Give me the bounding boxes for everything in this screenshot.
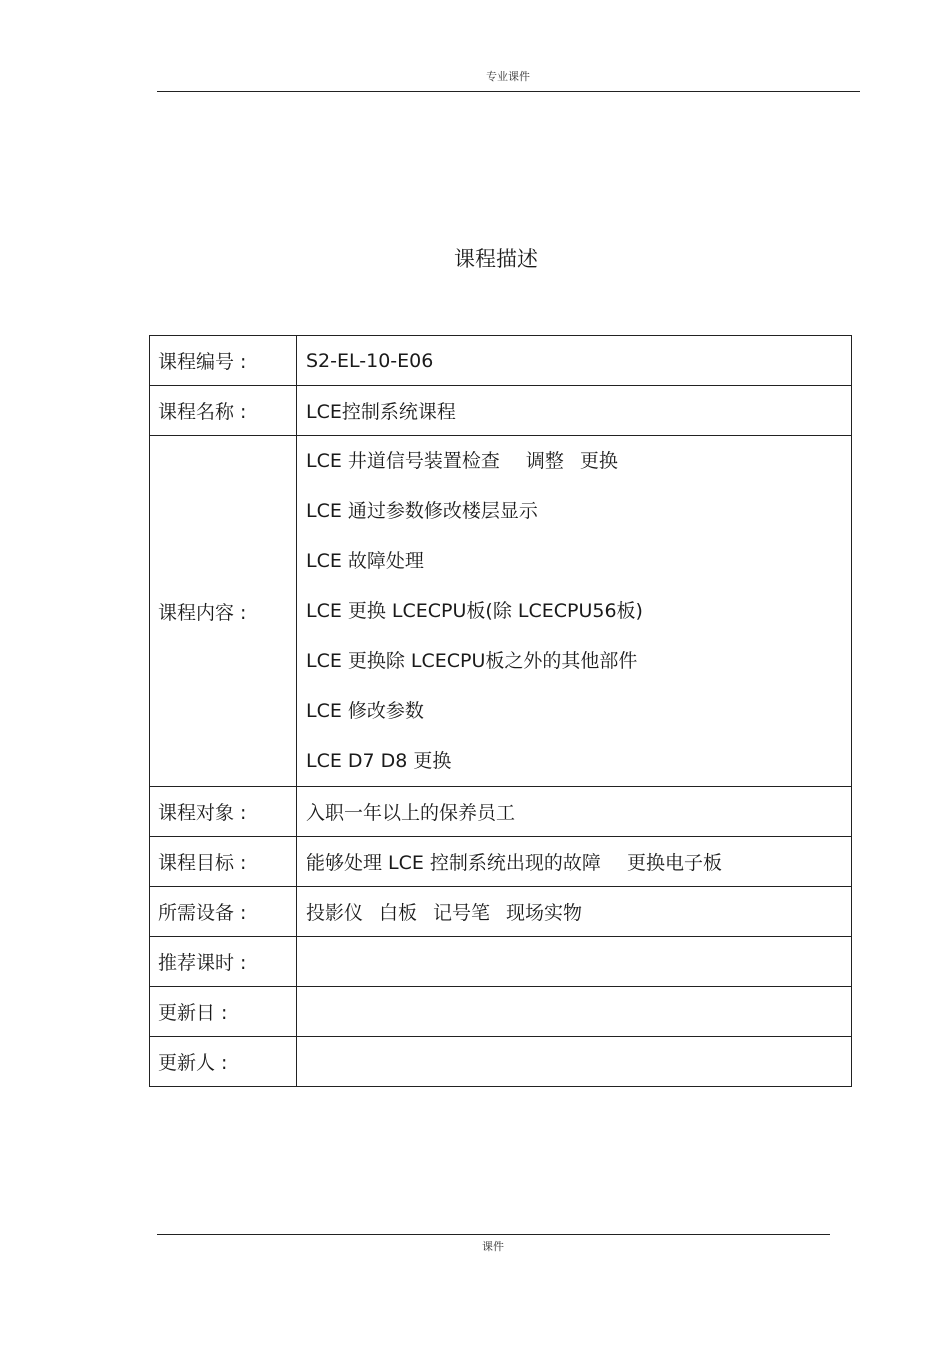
table-row-updated-by [150, 1037, 852, 1087]
table-row-audience [150, 787, 852, 837]
goal-text: 更换电子板 [626, 852, 722, 874]
audience-label: 课程对象 : [150, 787, 297, 837]
audience-value: 入职一年以上的保养员工 [297, 787, 852, 837]
table-row-course-content [150, 436, 852, 787]
table-row-course-name [150, 386, 852, 436]
table-row-hours [150, 937, 852, 987]
updated-by-label: 更新人 : [150, 1037, 297, 1087]
updated-date-label: 更新日 : [150, 987, 297, 1037]
course-description-table [149, 335, 852, 1087]
course-name-value: LCE控制系统课程 [297, 386, 852, 436]
updated-by-value [297, 1037, 852, 1087]
course-content-cell [297, 436, 852, 787]
course-code-value: S2-EL-10-E06 [297, 336, 852, 386]
content-text: 调整 [525, 450, 564, 472]
footer-divider [157, 1234, 830, 1235]
content-line: LCE 修改参数 [306, 700, 424, 722]
page-footer: 课件 [482, 1240, 504, 1253]
course-name-label: 课程名称 : [150, 386, 297, 436]
content-line: LCE 更换 LCECPU板(除 LCECPU56板) [306, 600, 643, 622]
content-line [306, 436, 842, 486]
goal-value [297, 837, 852, 887]
document-title: 课程描述 [454, 247, 538, 271]
page-header: 专业课件 [486, 70, 530, 83]
table-row-updated-date [150, 987, 852, 1037]
content-line: LCE 故障处理 [306, 550, 424, 572]
updated-date-value [297, 987, 852, 1037]
equipment-item: 记号笔 [433, 902, 491, 924]
content-text: LCE 井道信号装置检查 [306, 450, 500, 472]
equipment-item: 现场实物 [506, 902, 583, 924]
goal-text: 能够处理 LCE 控制系统出现的故障 [306, 852, 601, 874]
table-row-goal [150, 837, 852, 887]
content-line: LCE D7 D8 更换 [306, 750, 452, 772]
table-row-equipment [150, 887, 852, 937]
table-row-course-code [150, 336, 852, 386]
course-content-label: 课程内容 : [150, 436, 297, 787]
course-code-label: 课程编号 : [150, 336, 297, 386]
hours-value [297, 937, 852, 987]
hours-label: 推荐课时 : [150, 937, 297, 987]
equipment-item: 白板 [379, 902, 418, 924]
content-text: 更换 [579, 450, 618, 472]
equipment-value [297, 887, 852, 937]
goal-label: 课程目标 : [150, 837, 297, 887]
header-divider [157, 91, 860, 92]
equipment-label: 所需设备 : [150, 887, 297, 937]
content-line: LCE 更换除 LCECPU板之外的其他部件 [306, 650, 638, 672]
equipment-item: 投影仪 [306, 902, 364, 924]
content-line: LCE 通过参数修改楼层显示 [306, 500, 538, 522]
